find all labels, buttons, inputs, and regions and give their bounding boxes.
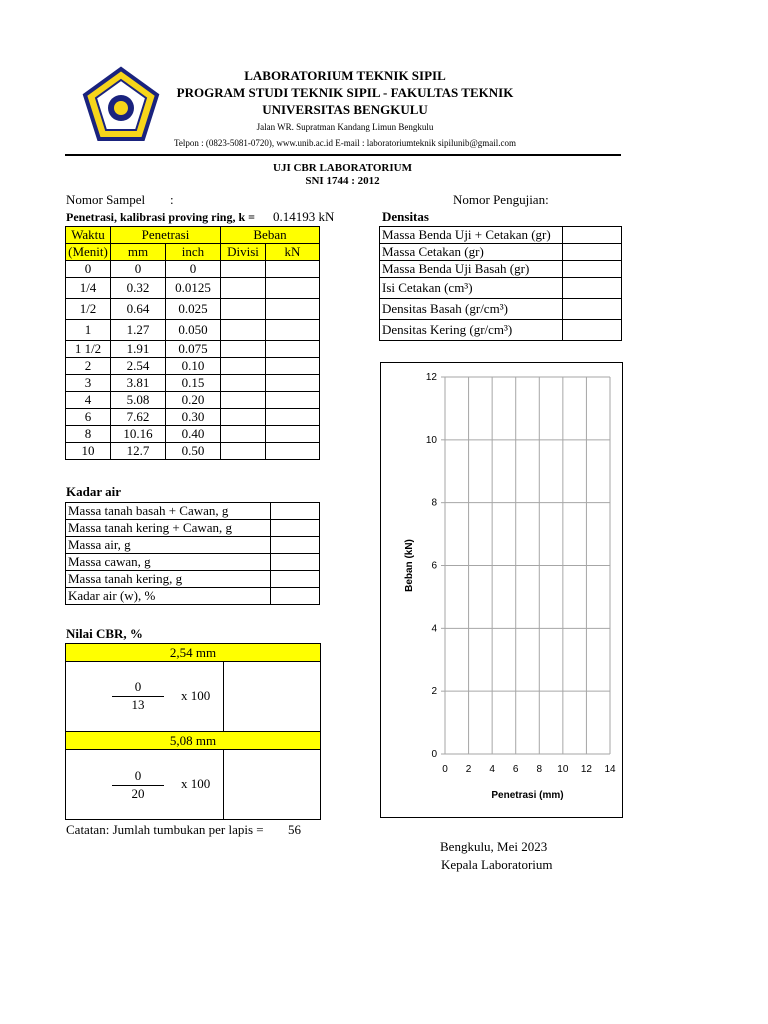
table-row bbox=[66, 341, 320, 358]
cell-inch: 0.20 bbox=[166, 392, 221, 409]
table-row bbox=[66, 375, 320, 392]
kadar-air-label: Massa tanah kering, g bbox=[66, 571, 271, 588]
cbr-den-254: 13 bbox=[131, 697, 145, 712]
cell-kn[interactable] bbox=[266, 261, 320, 278]
cell-inch: 0.025 bbox=[166, 299, 221, 320]
cbr-title: Nilai CBR, % bbox=[66, 626, 143, 641]
cell-waktu: 6 bbox=[66, 409, 111, 426]
cell-kn[interactable] bbox=[266, 341, 320, 358]
cbr-mult-508: x 100 bbox=[181, 776, 211, 791]
densitas-value[interactable] bbox=[563, 227, 622, 244]
cell-kn[interactable] bbox=[266, 375, 320, 392]
cell-divisi[interactable] bbox=[221, 299, 266, 320]
th-waktu: Waktu bbox=[66, 227, 111, 244]
kadar-air-title: Kadar air bbox=[66, 484, 122, 499]
cbr-num-508: 0 bbox=[134, 768, 142, 783]
cell-mm: 1.91 bbox=[111, 341, 166, 358]
cell-mm: 12.7 bbox=[111, 443, 166, 460]
cell-divisi[interactable] bbox=[221, 341, 266, 358]
header-contact: Telpon : (0823-5081-0720), www.unib.ac.id E-mail : laboratoriumteknik sipilunib@gmail.com bbox=[173, 138, 516, 148]
header-line2: PROGRAM STUDI TEKNIK SIPIL - FAKULTAS TEKNIK bbox=[176, 85, 514, 100]
kadar-air-label: Massa air, g bbox=[66, 537, 271, 554]
cell-divisi[interactable] bbox=[221, 320, 266, 341]
cell-inch: 0.050 bbox=[166, 320, 221, 341]
x-tick-label: 14 bbox=[604, 764, 616, 775]
sample-colon: : bbox=[170, 192, 174, 207]
y-tick-label: 12 bbox=[425, 372, 437, 383]
x-tick-label: 6 bbox=[512, 764, 519, 775]
cell-waktu: 10 bbox=[66, 443, 111, 460]
cell-mm: 5.08 bbox=[111, 392, 166, 409]
cell-kn[interactable] bbox=[266, 320, 320, 341]
cell-mm: 2.54 bbox=[111, 358, 166, 375]
cell-kn[interactable] bbox=[266, 278, 320, 299]
ring-label: Penetrasi, kalibrasi proving ring, k = bbox=[66, 210, 255, 224]
cell-divisi[interactable] bbox=[221, 278, 266, 299]
cell-kn[interactable] bbox=[266, 443, 320, 460]
header-line1: LABORATORIUM TEKNIK SIPIL bbox=[244, 68, 446, 83]
th-divisi: Divisi bbox=[221, 244, 266, 261]
table-row bbox=[66, 443, 320, 460]
cell-waktu: 4 bbox=[66, 392, 111, 409]
cbr-den-508: 20 bbox=[131, 786, 145, 801]
cell-waktu: 1/4 bbox=[66, 278, 111, 299]
cell-inch: 0.40 bbox=[166, 426, 221, 443]
cbr-divider bbox=[223, 749, 224, 819]
cell-mm: 0 bbox=[111, 261, 166, 278]
densitas-label: Massa Cetakan (gr) bbox=[380, 244, 563, 261]
table-row bbox=[380, 227, 622, 244]
cell-inch: 0.0125 bbox=[166, 278, 221, 299]
doc-standard: SNI 1744 : 2012 bbox=[305, 175, 380, 187]
cell-mm: 3.81 bbox=[111, 375, 166, 392]
y-axis-label: Beban (kN) bbox=[404, 539, 415, 592]
table-row bbox=[66, 392, 320, 409]
header-divider bbox=[65, 154, 621, 156]
table-row bbox=[66, 588, 320, 605]
th-penetrasi: Penetrasi bbox=[111, 227, 221, 244]
table-row bbox=[380, 244, 622, 261]
table-row bbox=[380, 320, 622, 341]
kadar-air-value[interactable] bbox=[271, 571, 320, 588]
cell-divisi[interactable] bbox=[221, 426, 266, 443]
footer-signatory: Kepala Laboratorium bbox=[441, 857, 553, 872]
cell-divisi[interactable] bbox=[221, 261, 266, 278]
cell-divisi[interactable] bbox=[221, 409, 266, 426]
densitas-value[interactable] bbox=[563, 320, 622, 341]
y-tick-label: 2 bbox=[431, 686, 437, 698]
cell-inch: 0.10 bbox=[166, 358, 221, 375]
table-row bbox=[66, 571, 320, 588]
cell-waktu: 2 bbox=[66, 358, 111, 375]
kadar-air-value[interactable] bbox=[271, 520, 320, 537]
table-row bbox=[380, 278, 622, 299]
footer-note-value: 56 bbox=[288, 822, 301, 837]
cell-mm: 0.64 bbox=[111, 299, 166, 320]
densitas-value[interactable] bbox=[563, 244, 622, 261]
table-row bbox=[66, 278, 320, 299]
cell-divisi[interactable] bbox=[221, 375, 266, 392]
th-beban: Beban bbox=[221, 227, 320, 244]
densitas-label: Densitas Basah (gr/cm³) bbox=[380, 299, 563, 320]
y-tick-label: 8 bbox=[431, 497, 437, 509]
densitas-label: Isi Cetakan (cm³) bbox=[380, 278, 563, 299]
table-row bbox=[66, 520, 320, 537]
cell-inch: 0.50 bbox=[166, 443, 221, 460]
cbr-divider bbox=[223, 661, 224, 731]
y-tick-label: 10 bbox=[425, 434, 437, 446]
cell-waktu: 1 1/2 bbox=[66, 341, 111, 358]
cell-waktu: 1/2 bbox=[66, 299, 111, 320]
table-row bbox=[66, 537, 320, 554]
cell-divisi[interactable] bbox=[221, 358, 266, 375]
table-row bbox=[66, 261, 320, 278]
kadar-air-label: Massa tanah basah + Cawan, g bbox=[66, 503, 271, 520]
university-logo bbox=[82, 66, 160, 144]
y-tick-label: 0 bbox=[431, 749, 437, 760]
header-line3: UNIVERSITAS BENGKULU bbox=[262, 102, 428, 117]
test-label: Nomor Pengujian: bbox=[453, 192, 549, 207]
cbr-mult-254: x 100 bbox=[181, 688, 211, 703]
cbr-header-508: 5,08 mm bbox=[65, 731, 321, 750]
chart-svg bbox=[381, 363, 622, 817]
cell-waktu: 8 bbox=[66, 426, 111, 443]
x-tick-label: 10 bbox=[557, 764, 569, 775]
densitas-value[interactable] bbox=[563, 261, 622, 278]
penetration-table bbox=[65, 226, 320, 460]
x-tick-label: 2 bbox=[465, 764, 472, 775]
cell-kn[interactable] bbox=[266, 426, 320, 443]
table-row bbox=[66, 358, 320, 375]
table-row bbox=[380, 299, 622, 320]
sample-label: Nomor Sampel bbox=[66, 192, 146, 207]
kadar-air-table bbox=[65, 502, 320, 605]
cell-mm: 1.27 bbox=[111, 320, 166, 341]
densitas-label: Densitas Kering (gr/cm³) bbox=[380, 320, 563, 341]
cell-kn[interactable] bbox=[266, 358, 320, 375]
y-tick-label: 6 bbox=[431, 560, 437, 572]
cell-inch: 0.075 bbox=[166, 341, 221, 358]
cell-waktu: 3 bbox=[66, 375, 111, 392]
densitas-table bbox=[379, 226, 622, 341]
table-row bbox=[66, 320, 320, 341]
th-kn: kN bbox=[266, 244, 320, 261]
cbr-header-254: 2,54 mm bbox=[65, 643, 321, 662]
cbr-box-508 bbox=[65, 749, 321, 820]
cell-mm: 10.16 bbox=[111, 426, 166, 443]
table-row bbox=[66, 426, 320, 443]
x-tick-label: 4 bbox=[489, 764, 495, 775]
table-row bbox=[66, 554, 320, 571]
cell-waktu: 0 bbox=[66, 261, 111, 278]
kadar-air-value[interactable] bbox=[271, 554, 320, 571]
cell-mm: 0.32 bbox=[111, 278, 166, 299]
cell-divisi[interactable] bbox=[221, 443, 266, 460]
x-tick-label: 0 bbox=[442, 764, 448, 775]
x-tick-label: 12 bbox=[580, 764, 592, 775]
densitas-label: Massa Benda Uji + Cetakan (gr) bbox=[380, 227, 563, 244]
kadar-air-value[interactable] bbox=[271, 588, 320, 605]
densitas-title: Densitas bbox=[382, 209, 429, 224]
cbr-num-254: 0 bbox=[134, 679, 142, 694]
th-mm: mm bbox=[111, 244, 166, 261]
table-row bbox=[66, 299, 320, 320]
cell-inch: 0 bbox=[166, 261, 221, 278]
cbr-box-254 bbox=[65, 661, 321, 732]
doc-title: UJI CBR LABORATORIUM bbox=[273, 162, 412, 174]
cell-kn[interactable] bbox=[266, 409, 320, 426]
densitas-value[interactable] bbox=[563, 299, 622, 320]
ring-value: 0.14193 kN bbox=[273, 209, 335, 224]
footer-note: Catatan: Jumlah tumbukan per lapis = bbox=[66, 822, 264, 837]
cell-inch: 0.30 bbox=[166, 409, 221, 426]
table-row bbox=[66, 503, 320, 520]
cell-mm: 7.62 bbox=[111, 409, 166, 426]
x-tick-label: 8 bbox=[536, 764, 543, 775]
table-row bbox=[66, 409, 320, 426]
penetration-chart bbox=[380, 362, 623, 818]
table-row bbox=[380, 261, 622, 278]
kadar-air-value[interactable] bbox=[271, 537, 320, 554]
th-menit: (Menit) bbox=[66, 244, 111, 261]
y-tick-label: 4 bbox=[431, 623, 437, 635]
footer-place-date: Bengkulu, Mei 2023 bbox=[440, 839, 548, 854]
kadar-air-value[interactable] bbox=[271, 503, 320, 520]
densitas-label: Massa Benda Uji Basah (gr) bbox=[380, 261, 563, 278]
x-axis-label: Penetrasi (mm) bbox=[491, 790, 564, 801]
cell-kn[interactable] bbox=[266, 299, 320, 320]
kadar-air-label: Kadar air (w), % bbox=[66, 588, 271, 605]
densitas-value[interactable] bbox=[563, 278, 622, 299]
cell-divisi[interactable] bbox=[221, 392, 266, 409]
cell-waktu: 1 bbox=[66, 320, 111, 341]
kadar-air-label: Massa cawan, g bbox=[66, 554, 271, 571]
th-inch: inch bbox=[166, 244, 221, 261]
header-address: Jalan WR. Supratman Kandang Limun Bengkulu bbox=[256, 122, 434, 132]
cell-inch: 0.15 bbox=[166, 375, 221, 392]
kadar-air-label: Massa tanah kering + Cawan, g bbox=[66, 520, 271, 537]
cell-kn[interactable] bbox=[266, 392, 320, 409]
